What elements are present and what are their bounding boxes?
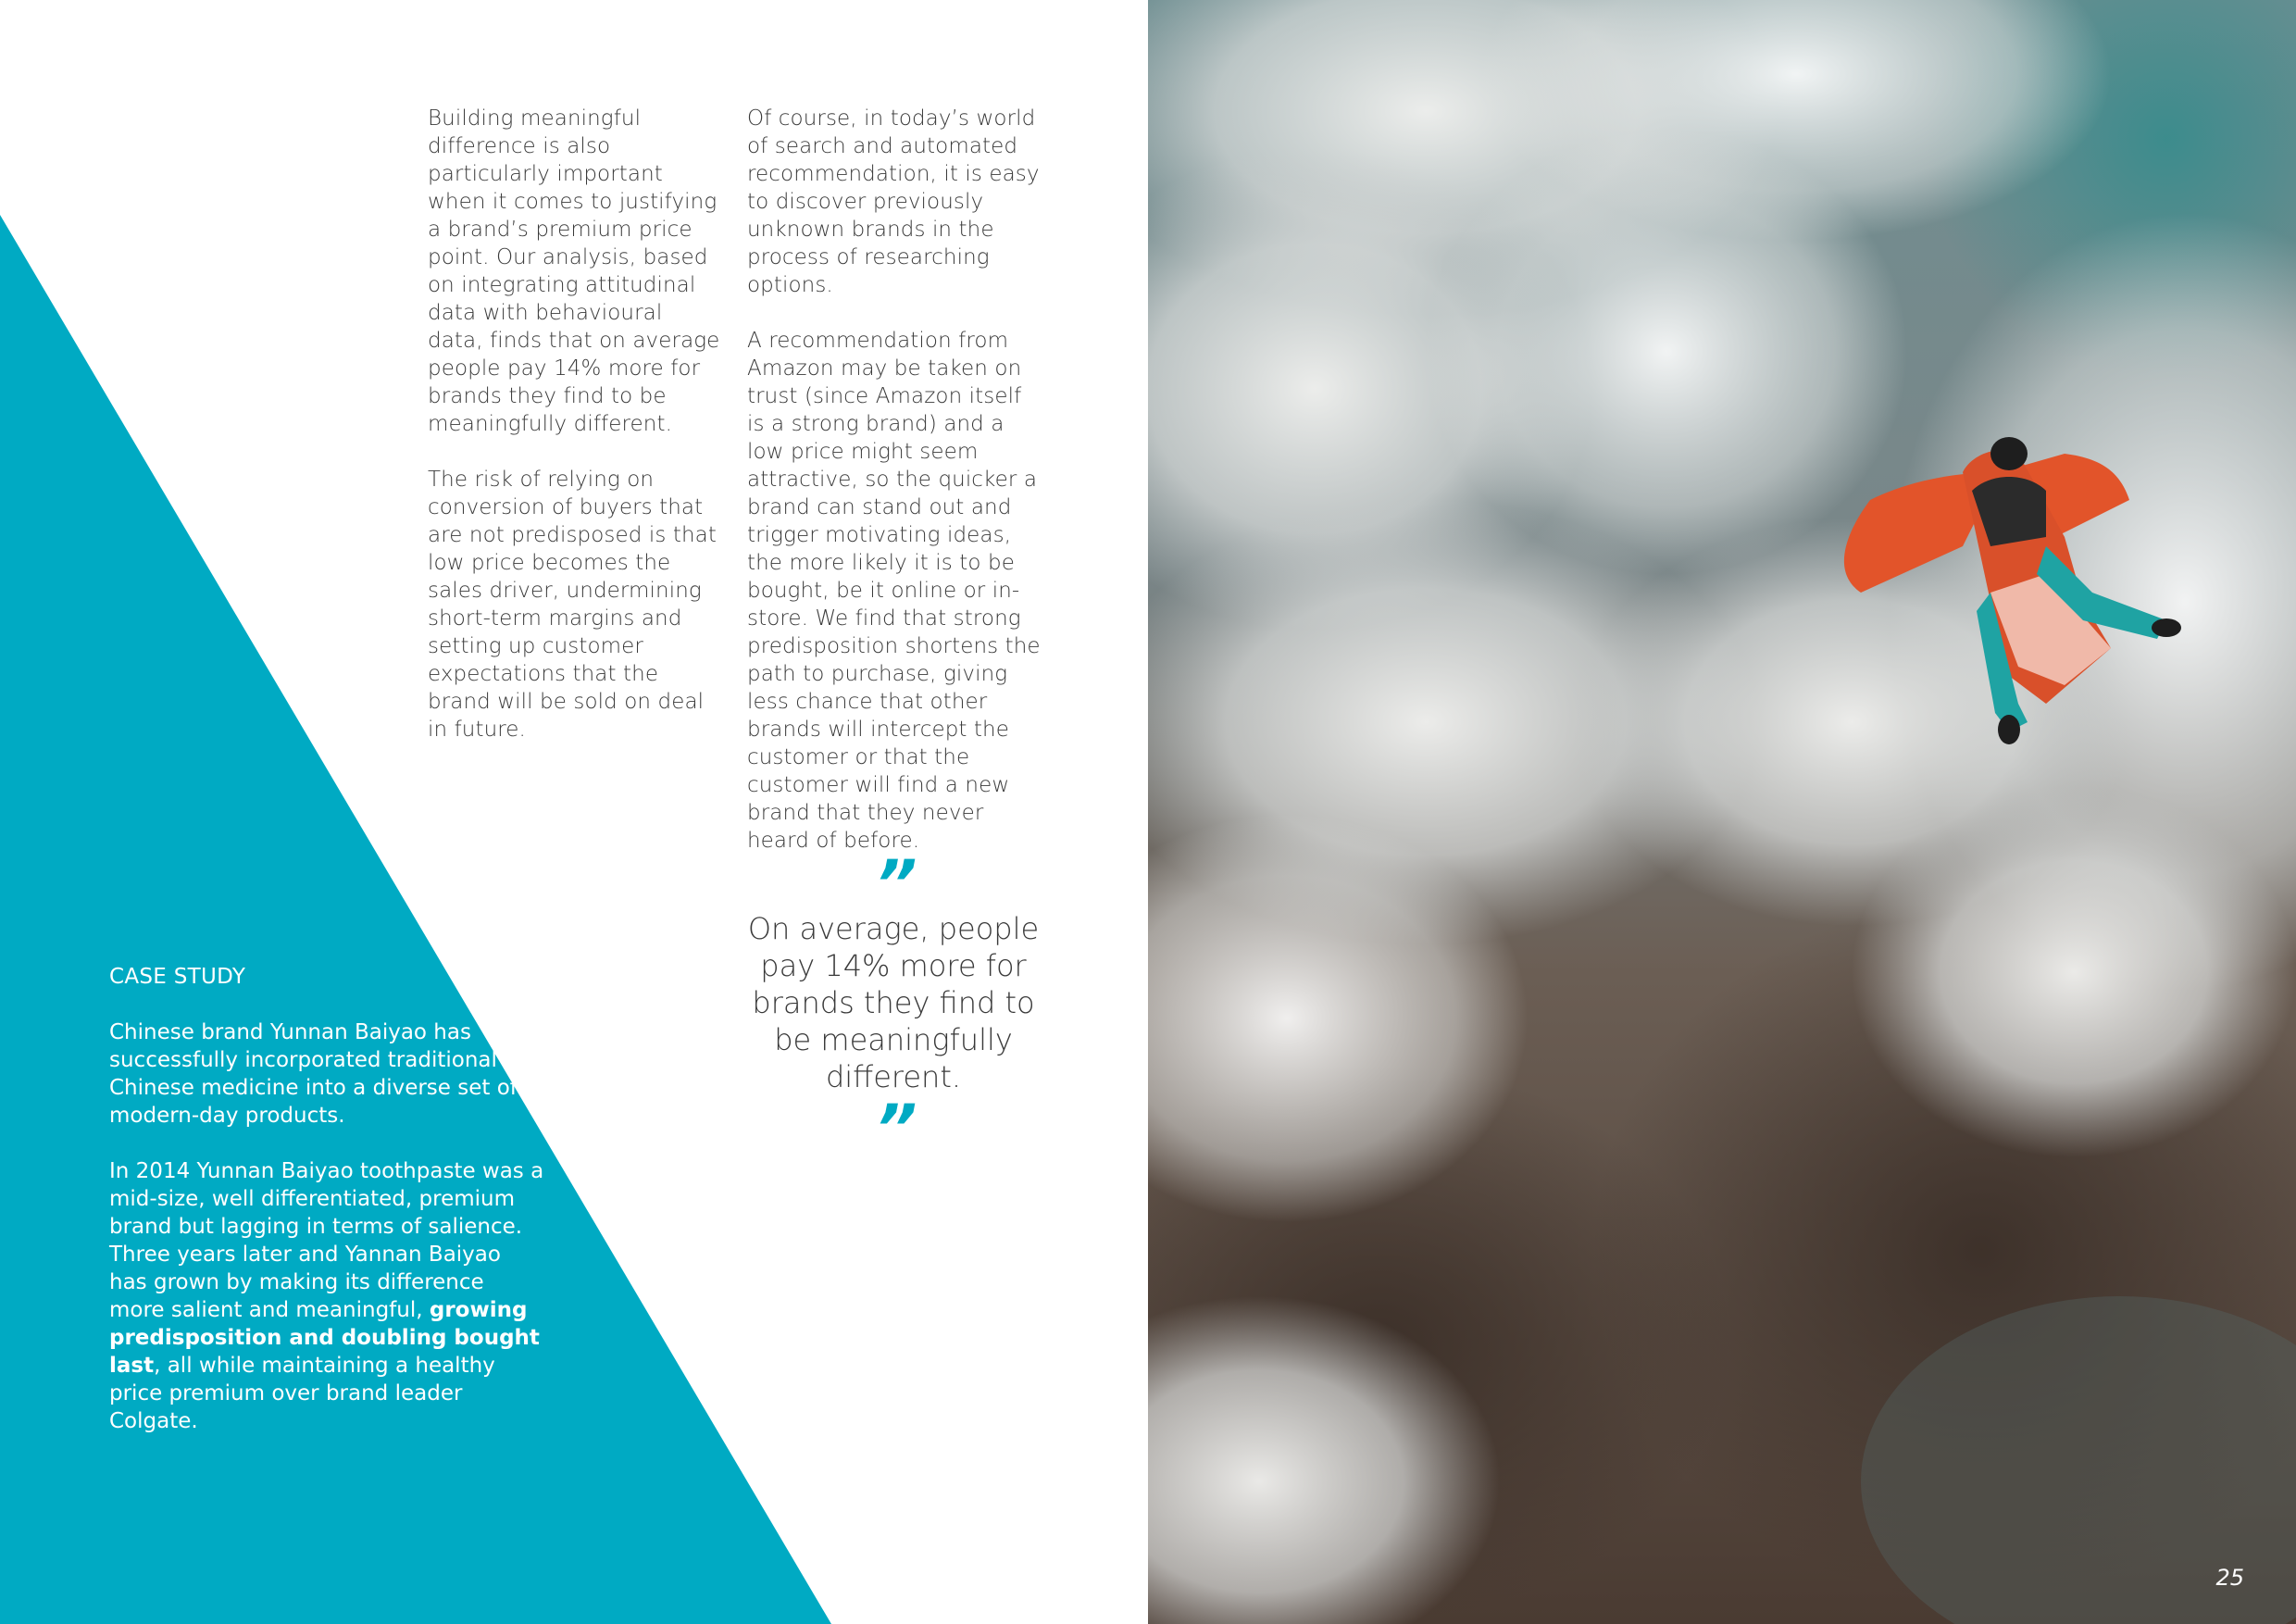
close-quote-mark: ” <box>875 1091 912 1167</box>
body-paragraph: Building meaningful difference is also particularly important when it comes to justifying a brand’s premium price point. Our analysis, based on integrating attitudinal data with behavioural data, finds that on average people pay 14% more for brands they find to be meaningfully different. <box>428 106 720 436</box>
case-study-box <box>109 963 544 1463</box>
body-column-1 <box>428 105 724 771</box>
case-study-text: , all while maintaining a healthy price premium over brand leader Colgate. <box>109 1354 495 1433</box>
page-number: 25 <box>2215 1565 2244 1591</box>
body-column-2 <box>747 105 1043 882</box>
case-study-text: In 2014 Yunnan Baiyao toothpaste was a mid-size, well differentiated, premium brand but lagging in terms of salience. Three years later and Yannan Baiyao has grown by making its difference more salient and meaningful, <box>109 1159 544 1322</box>
body-paragraph: Of course, in today’s world of search and automated recommendation, it is easy to discover previously unknown brands in the process of researching options. <box>747 106 1040 297</box>
open-quote-mark: ” <box>875 846 912 922</box>
body-paragraph: A recommendation from Amazon may be taken on trust (since Amazon itself is a strong brand) and a low price might seem attractive, so the quicker a brand can stand out and trigger motivating ideas, the more likely it is to be bought, be it online or in-store. We find that strong predisposition shortens the path to purchase, giving less chance that other brands will intercept the customer or that the customer will find a new brand that they never heard of before. <box>747 329 1041 853</box>
right-page <box>1148 0 2296 1624</box>
wingsuit-skydiver-photo <box>1148 0 2296 1624</box>
pull-quote-text: On average, people pay 14% more for brands they find to be meaningfully different. <box>747 911 1040 1094</box>
case-study-paragraph: Chinese brand Yunnan Baiyao has successfully incorporated traditional Chinese medicine into a diverse set of modern-day products. <box>109 1020 518 1128</box>
pull-quote <box>741 846 1046 1167</box>
case-study-heading: CASE STUDY <box>109 965 246 989</box>
case-study-paragraph <box>109 1157 544 1435</box>
body-paragraph: The risk of relying on conversion of buyers that are not predisposed is that low price becomes the sales driver, undermining short-term margins and setting up customer expectations that the brand will be sold on deal in future. <box>428 468 717 742</box>
case-study-highlight: growing predisposition and doubling bought last <box>109 1298 540 1378</box>
